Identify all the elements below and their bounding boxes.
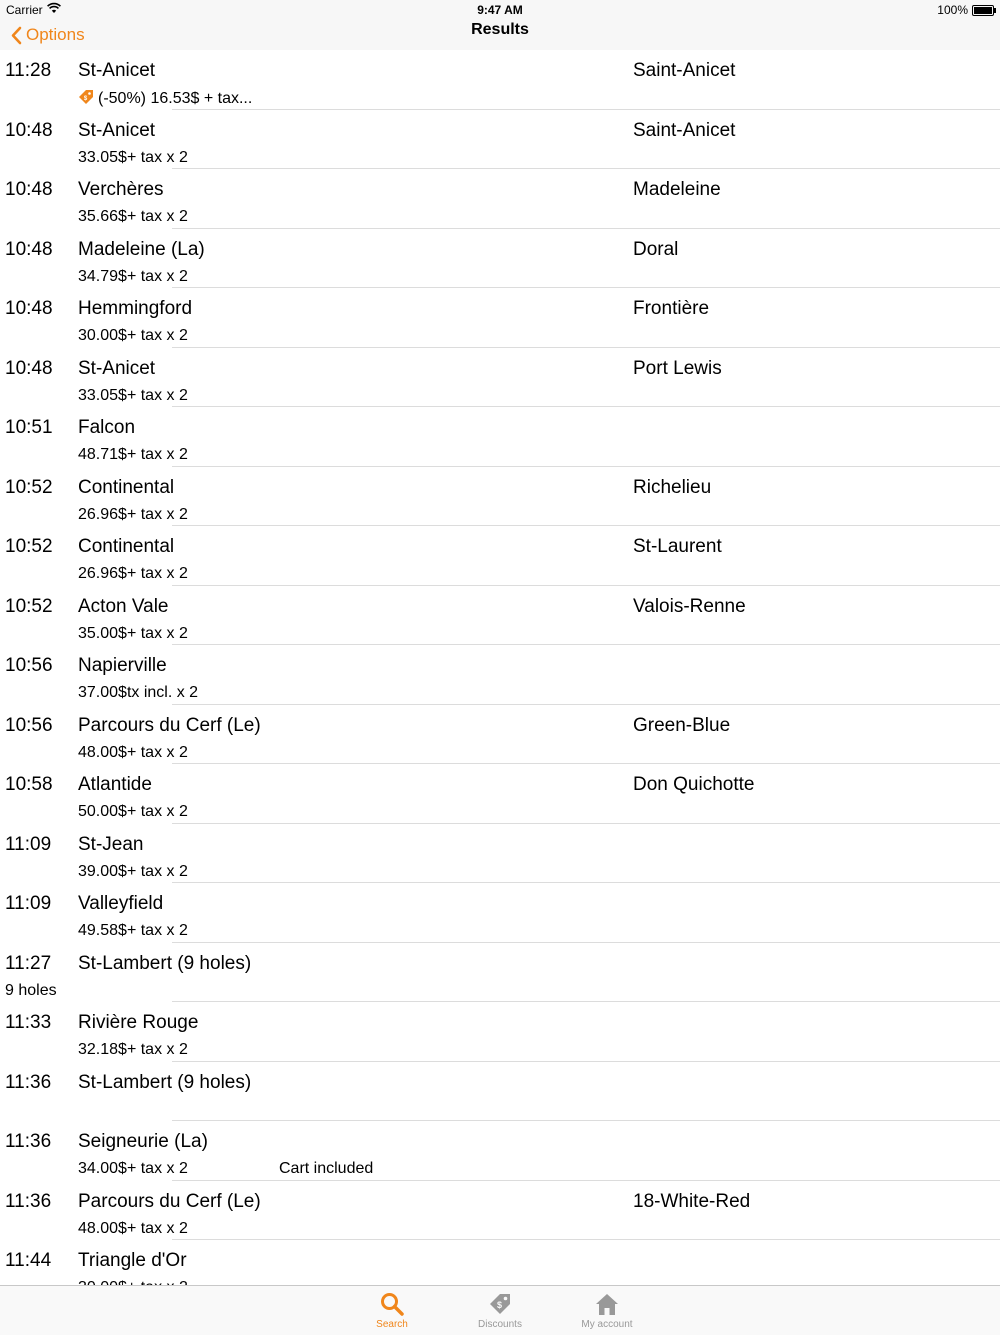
price-info xyxy=(78,506,188,524)
course-name: St-Jean xyxy=(78,833,144,855)
svg-text:$: $ xyxy=(83,96,88,102)
result-row[interactable] xyxy=(0,110,1000,170)
home-icon xyxy=(594,1291,620,1317)
course-layout: Richelieu xyxy=(633,476,712,498)
price-info xyxy=(78,1160,188,1178)
course-name: Hemmingford xyxy=(78,298,193,319)
tee-time: 11:36 xyxy=(5,1071,52,1093)
discount-tag-icon xyxy=(487,1291,513,1317)
tee-time: 10:52 xyxy=(5,595,53,617)
tab-discounts[interactable] xyxy=(455,1286,545,1335)
price-info xyxy=(78,922,188,940)
price-text: 39.00$+ tax x 2 xyxy=(78,862,188,880)
course-layout: St-Laurent xyxy=(633,536,722,557)
battery-percentage: 100% xyxy=(937,3,968,17)
course-name: Rivière Rouge xyxy=(78,1012,199,1033)
course-layout: 18-White-Red xyxy=(633,1190,751,1212)
course-layout: Doral xyxy=(633,238,679,260)
result-row[interactable] xyxy=(0,943,1000,1003)
tee-time: 10:52 xyxy=(5,476,53,498)
course-name: Acton Vale xyxy=(78,595,169,617)
course-name: St-Lambert (9 holes) xyxy=(78,1071,252,1093)
navigation-bar xyxy=(0,20,1000,50)
result-row[interactable] xyxy=(0,50,1000,110)
tee-time: 11:36 xyxy=(5,1131,52,1152)
course-name: Napierville xyxy=(78,655,167,676)
price-text: 48.00$+ tax x 2 xyxy=(78,743,188,761)
search-icon xyxy=(379,1291,405,1317)
price-info xyxy=(78,1220,188,1238)
price-text: 48.00$+ tax x 2 xyxy=(78,1219,188,1237)
course-name: Madeleine (La) xyxy=(78,238,205,260)
result-row[interactable] xyxy=(0,526,1000,586)
course-layout: Green-Blue xyxy=(633,714,731,736)
tee-time: 11:09 xyxy=(5,893,52,914)
price-text: 26.96$+ tax x 2 xyxy=(78,505,188,523)
price-info xyxy=(78,327,188,345)
price-text: 37.00$tx incl. x 2 xyxy=(78,684,199,701)
price-text: (-50%) 16.53$ + tax... xyxy=(98,90,253,107)
result-row[interactable] xyxy=(0,1062,1000,1122)
course-layout: Saint-Anicet xyxy=(633,119,736,141)
price-info xyxy=(78,625,188,643)
price-info xyxy=(78,684,198,702)
result-row[interactable] xyxy=(0,1181,1000,1241)
result-row[interactable] xyxy=(0,229,1000,289)
course-name: St-Anicet xyxy=(78,119,156,141)
course-name: Continental xyxy=(78,476,175,498)
price-text: 32.18$+ tax x 2 xyxy=(78,1041,188,1058)
tee-time: 10:52 xyxy=(5,536,53,557)
course-layout: Saint-Anicet xyxy=(633,60,736,81)
price-text: 49.58$+ tax x 2 xyxy=(78,922,188,939)
tee-time: 10:48 xyxy=(5,298,53,319)
price-info xyxy=(78,208,188,226)
price-text: 9 holes xyxy=(5,981,57,999)
course-name: Verchères xyxy=(78,179,164,200)
tee-time: 10:48 xyxy=(5,357,53,379)
svg-text:$: $ xyxy=(496,1300,503,1310)
tee-time: 11:27 xyxy=(5,952,52,974)
tab-bar xyxy=(0,1285,1000,1335)
result-row[interactable] xyxy=(0,348,1000,408)
price-text: 35.00$+ tax x 2 xyxy=(78,624,188,642)
tee-time: 10:48 xyxy=(5,179,53,200)
tee-time: 11:36 xyxy=(5,1190,52,1212)
tee-time: 11:33 xyxy=(5,1012,52,1033)
result-row[interactable] xyxy=(0,824,1000,884)
tee-time: 10:58 xyxy=(5,774,53,795)
course-layout: Madeleine xyxy=(633,179,721,200)
price-info xyxy=(78,387,188,405)
tee-time: 11:44 xyxy=(5,1250,52,1271)
price-text: 48.71$+ tax x 2 xyxy=(78,446,188,463)
carrier-label: Carrier xyxy=(6,3,43,17)
price-info xyxy=(78,1041,188,1059)
price-info xyxy=(78,565,188,583)
tee-time: 10:48 xyxy=(5,238,53,260)
result-row[interactable] xyxy=(0,288,1000,348)
price-info xyxy=(78,268,188,286)
battery-icon xyxy=(972,5,994,16)
result-row[interactable] xyxy=(0,169,1000,229)
price-text: 50.00$+ tax x 2 xyxy=(78,803,188,820)
course-name: St-Anicet xyxy=(78,60,156,81)
result-row[interactable] xyxy=(0,407,1000,467)
result-row[interactable] xyxy=(0,1121,1000,1181)
course-layout: Frontière xyxy=(633,298,710,319)
result-row[interactable] xyxy=(0,883,1000,943)
price-info xyxy=(78,744,188,762)
price-text: 33.05$+ tax x 2 xyxy=(78,386,188,404)
course-name: Triangle d'Or xyxy=(78,1250,187,1271)
tee-time: 10:56 xyxy=(5,655,53,676)
discount-tag-icon xyxy=(78,89,94,110)
course-name: St-Lambert (9 holes) xyxy=(78,952,252,974)
status-bar xyxy=(0,0,1000,20)
price-text: 33.05$+ tax x 2 xyxy=(78,148,188,166)
tab-my-account[interactable] xyxy=(562,1286,652,1335)
results-list[interactable] xyxy=(0,50,1000,1285)
course-name: Parcours du Cerf (Le) xyxy=(78,1190,261,1212)
result-row[interactable] xyxy=(0,1002,1000,1062)
price-text: 34.79$+ tax x 2 xyxy=(78,267,188,285)
price-text: 26.96$+ tax x 2 xyxy=(78,565,188,582)
result-row[interactable] xyxy=(0,645,1000,705)
price-info xyxy=(78,446,188,464)
course-layout: Don Quichotte xyxy=(633,774,755,795)
course-name: Continental xyxy=(78,536,175,557)
price-info xyxy=(5,982,57,1000)
price-info xyxy=(78,89,252,110)
tee-time: 10:48 xyxy=(5,119,53,141)
extra-info: Cart included xyxy=(279,1160,374,1177)
tab-search-label: Search xyxy=(376,1319,408,1330)
course-layout: Port Lewis xyxy=(633,357,722,379)
price-text: 34.00$+ tax x 2 xyxy=(78,1160,188,1177)
course-name: Seigneurie (La) xyxy=(78,1131,208,1152)
course-layout: Valois-Renne xyxy=(633,595,746,617)
result-row[interactable] xyxy=(0,705,1000,765)
price-text: 30.00$+ tax x 2 xyxy=(78,327,188,344)
course-name: Atlantide xyxy=(78,774,152,795)
back-button-label: Options xyxy=(26,25,85,44)
course-name: St-Anicet xyxy=(78,357,156,379)
price-info xyxy=(78,863,188,881)
status-time: 9:47 AM xyxy=(477,3,523,17)
tab-discounts-label: Discounts xyxy=(478,1319,522,1330)
result-row[interactable] xyxy=(0,764,1000,824)
price-text: 35.66$+ tax x 2 xyxy=(78,208,188,225)
price-info xyxy=(78,149,188,167)
page-title: Results xyxy=(471,21,529,38)
tee-time: 10:51 xyxy=(5,417,53,438)
result-row[interactable] xyxy=(0,467,1000,527)
tee-time: 11:09 xyxy=(5,833,52,855)
result-row[interactable] xyxy=(0,586,1000,646)
course-name: Valleyfield xyxy=(78,893,164,914)
tee-time: 10:56 xyxy=(5,714,53,736)
course-name: Falcon xyxy=(78,417,136,438)
course-name: Parcours du Cerf (Le) xyxy=(78,714,261,736)
tab-search[interactable] xyxy=(347,1286,437,1335)
tee-time: 11:28 xyxy=(5,60,52,81)
tab-my-account-label: My account xyxy=(581,1319,633,1330)
price-info xyxy=(78,803,188,821)
